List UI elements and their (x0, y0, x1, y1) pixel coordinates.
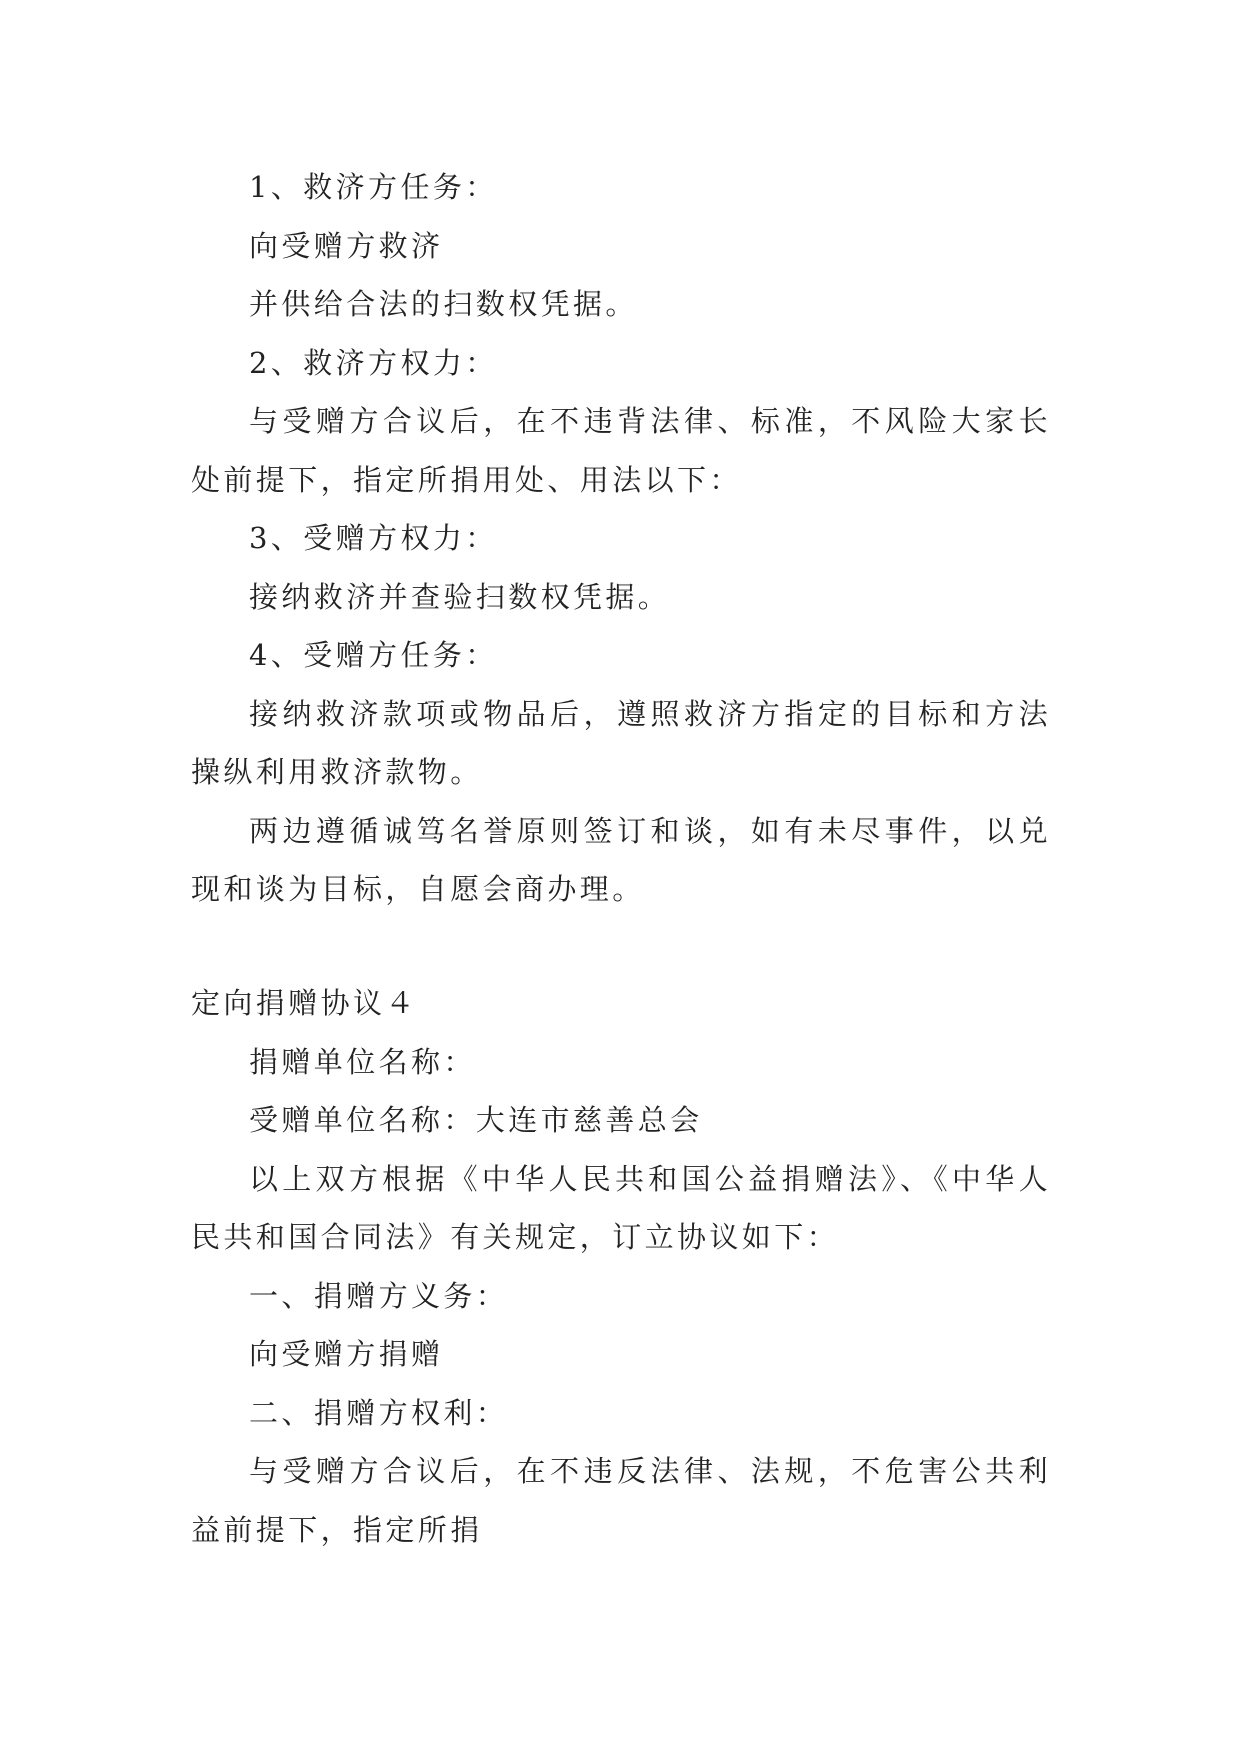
paragraph-donor-obligation-heading: 一、捐赠方义务： (249, 1278, 509, 1313)
paragraph-donor-right-heading: 二、捐赠方权利： (249, 1395, 509, 1430)
section-title: 定向捐赠协议４ (191, 986, 418, 1020)
paragraph-recipient-rights-body: 接纳救济并查验扫数权凭据。 (249, 579, 671, 614)
paragraph-donor-name: 捐赠单位名称： (249, 1044, 476, 1079)
paragraph-legal-basis: 以上双方根据《中华人民共和国公益捐赠法》、《中华人民共和国合同法》有关规定，订立协议如下： (191, 1161, 1051, 1254)
paragraph-closing-clause: 两边遵循诚笃名誉原则签订和谈，如有未尽事件，以兑现和谈为目标，自愿会商办理。 (191, 813, 1051, 906)
paragraph-donor-rights-heading: 2、救济方权力： (249, 345, 498, 380)
paragraph-donor-rights-body: 与受赠方合议后，在不违背法律、标准，不风险大家长处前提下，指定所捐用处、用法以下： (191, 404, 1051, 497)
paragraph-recipient-duty-heading: 4、受赠方任务： (249, 638, 498, 672)
paragraph-recipient-name: 受赠单位名称：大连市慈善总会 (249, 1103, 703, 1137)
agreement-section-terms (191, 158, 1051, 919)
agreement-section-4 (191, 974, 1051, 1559)
paragraph-donor-right-body: 与受赠方合议后，在不违反法律、法规，不危害公共利益前提下，指定所捐 (191, 1454, 1051, 1547)
paragraph-donor-obligation-body: 向受赠方捐赠 (249, 1337, 444, 1371)
paragraph-donor-duty-heading: 1、救济方任务： (249, 170, 498, 204)
paragraph-donor-duty-line2: 并供给合法的扫数权凭据。 (249, 287, 638, 321)
paragraph-donor-duty-line1: 向受赠方救济 (249, 228, 444, 263)
paragraph-recipient-duty-body: 接纳救济款项或物品后，遵照救济方指定的目标和方法操纵利用救济款物。 (191, 696, 1051, 789)
paragraph-recipient-rights-heading: 3、受赠方权力： (249, 521, 498, 555)
